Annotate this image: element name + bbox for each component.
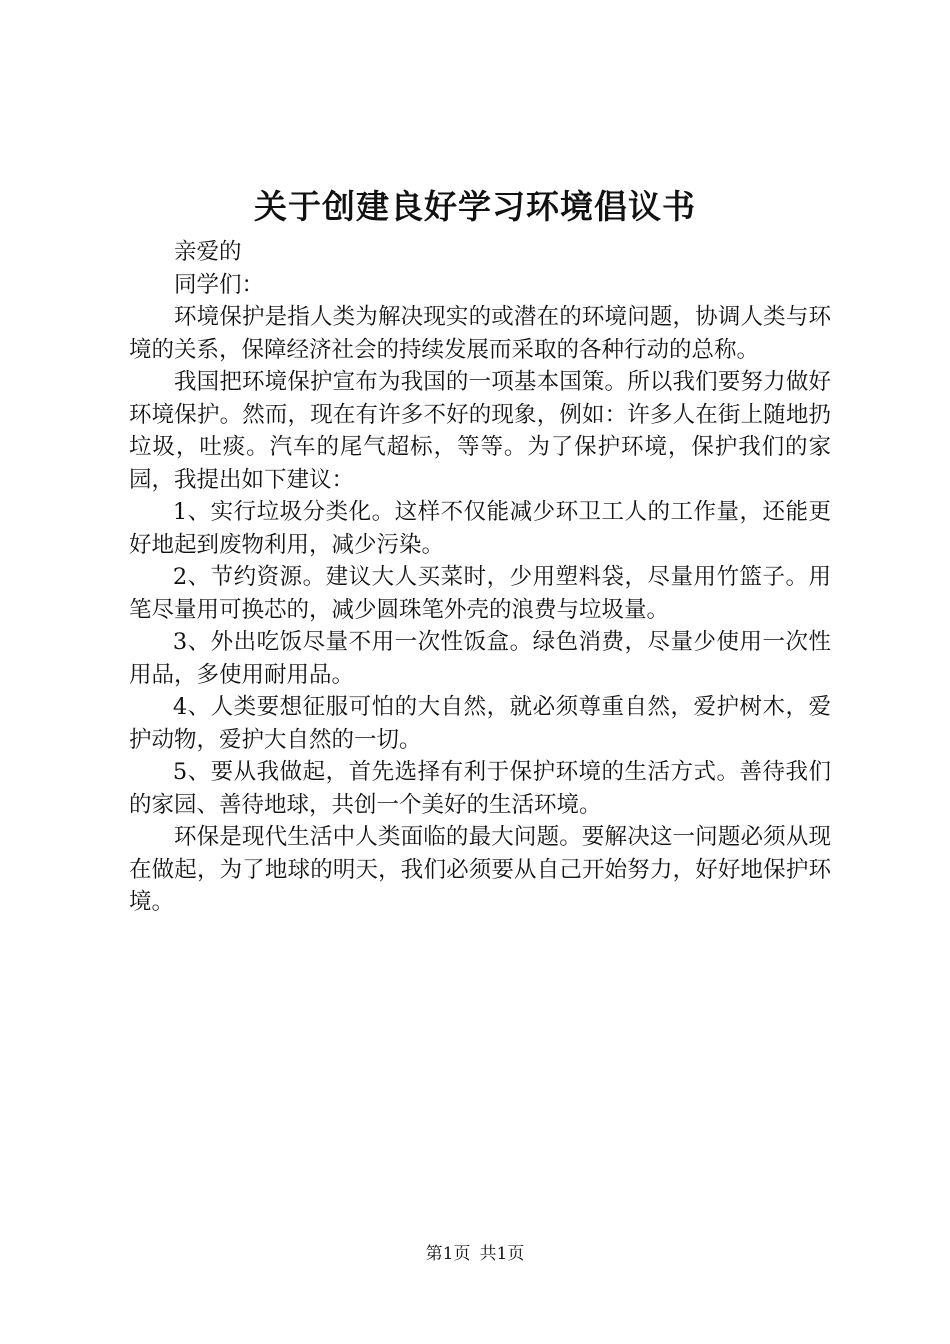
salutation-line-1: 亲爱的 [174,239,242,265]
document-title: 关于创建良好学习环境倡议书 [254,187,696,226]
paragraph-policy: 我国把环境保护宣布为我国的一项基本国策。所以我们要努力做好环境保护。然而，现在有许多不好的现象，例如：许多人在街上随地扔垃圾，吐痰。汽车的尾气超标，等等。为了保护环境，保护我们的家园，我提出如下建议： [129,369,831,493]
suggestion-2: 2、节约资源。建议大人买菜时，少用塑料袋，尽量用竹篮子。用笔尽量用可换芯的，减少圆珠笔外壳的浪费与垃圾量。 [129,564,831,623]
page-footer [0,1242,950,1266]
page-number-total: 共1页 [479,1244,525,1264]
salutation-line-2: 同学们： [174,271,265,298]
suggestion-3: 3、外出吃饭尽量不用一次性饭盒。绿色消费，尽量少使用一次性用品，多使用耐用品。 [129,629,831,688]
suggestion-4: 4、人类要想征服可怕的大自然，就必须尊重自然，爱护树木，爱护动物，爱护大自然的一切。 [129,694,831,753]
suggestion-5: 5、要从我做起，首先选择有利于保护环境的生活方式。善待我们的家园、善待地球，共创一个美好的生活环境。 [129,759,831,818]
paragraph-conclusion: 环保是现代生活中人类面临的最大问题。要解决这一问题必须从现在做起，为了地球的明天，我们必须要从自己开始努力，好好地保护环境。 [129,824,831,915]
document-body [129,236,831,919]
paragraph-intro: 环境保护是指人类为解决现实的或潜在的环境问题，协调人类与环境的关系，保障经济社会的持续发展而采取的各种行动的总称。 [129,304,831,363]
page-number-current: 第1页 [425,1244,471,1264]
suggestion-1: 1、实行垃圾分类化。这样不仅能减少环卫工人的工作量，还能更好地起到废物利用，减少污染。 [129,499,831,558]
